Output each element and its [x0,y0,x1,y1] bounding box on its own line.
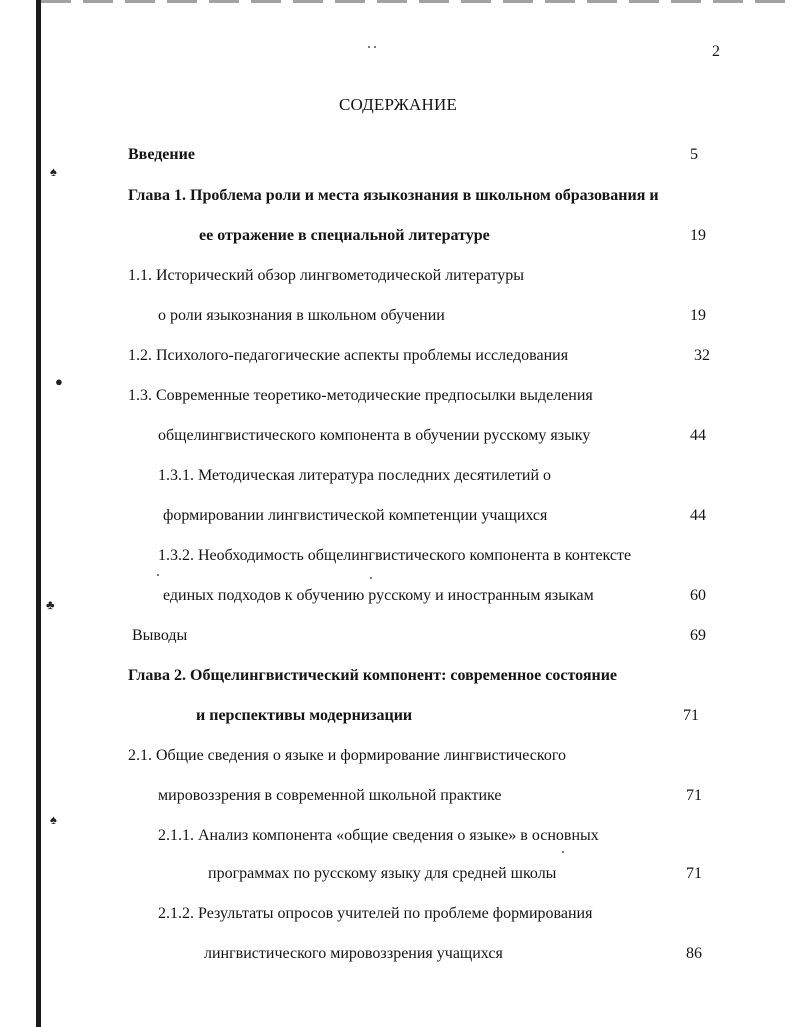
toc-entry-section-2-1-1-cont: программах по русскому языку для средней школы [208,865,557,882]
toc-page-conclusions-1: 69 [690,627,706,644]
toc-page-section-1-2: 32 [694,347,710,364]
scan-dot [562,851,564,853]
toc-entry-chapter-1-cont: ее отражение в специальной литературе [199,227,490,244]
toc-entry-section-1-3-2-cont: единых подходов к обучению русскому и иностранным языкам [163,587,594,604]
toc-entry-section-1-2: 1.2. Психолого-педагогические аспекты проблемы исследования [128,347,569,364]
page-number: 2 [712,43,720,60]
toc-page-section-1-3-1: 44 [690,507,706,524]
toc-entry-section-1-3-2: 1.3.2. Необходимость общелингвистического компонента в контексте [158,547,632,564]
scan-speck-icon: ♣ [46,597,55,612]
toc-page-section-2-1-2: 86 [686,945,702,962]
page-title: СОДЕРЖАНИЕ [338,95,458,114]
toc-entry-chapter-2-cont: и перспективы модернизации [196,707,413,724]
toc-entry-section-2-1-cont: мировоззрения в современной школьной практике [158,787,502,804]
toc-page-section-1-1: 19 [690,307,706,324]
scan-speck-icon: ♠ [50,164,57,179]
scan-dot [157,574,159,576]
scan-speck-icon: ♠ [50,812,57,827]
toc-page-chapter-1: 19 [690,227,706,244]
toc-page-section-2-1: 71 [686,787,702,804]
scan-left-edge [36,0,41,1027]
toc-page-section-1-3: 44 [690,427,706,444]
toc-entry-section-1-3: 1.3. Современные теоретико-методические предпосылки выделения [128,387,593,404]
toc-entry-section-1-1: 1.1. Исторический обзор лингвометодической литературы [128,267,525,284]
toc-page-chapter-2: 71 [683,707,699,724]
scan-dot [370,577,372,579]
scan-dot [368,46,370,48]
scan-top-edge [41,0,796,3]
toc-entry-chapter-2: Глава 2. Общелингвистический компонент: современное состояние [128,667,618,684]
toc-entry-section-2-1: 2.1. Общие сведения о языке и формирование лингвистического [128,747,567,764]
toc-entry-section-1-1-cont: о роли языкознания в школьном обучении [158,307,445,324]
scan-dot [374,46,376,48]
toc-entry-section-2-1-2-cont: лингвистического мировоззрения учащихся [204,945,503,962]
toc-entry-section-1-3-1: 1.3.1. Методическая литература последних десятилетий о [158,467,552,484]
toc-page-introduction: 5 [690,146,698,163]
scan-speck-icon: ● [55,374,63,389]
toc-page-section-2-1-1: 71 [686,865,702,882]
toc-entry-chapter-1: Глава 1. Проблема роли и места языкознания в школьном образования и [128,187,659,204]
toc-page-section-1-3-2: 60 [690,587,706,604]
toc-entry-section-2-1-1: 2.1.1. Анализ компонента «общие сведения о языке» в основных [158,827,599,844]
toc-entry-section-1-3-1-cont: формировании лингвистической компетенции учащихся [163,507,548,524]
toc-entry-section-1-3-cont: общелингвистического компонента в обучении русскому языку [158,427,591,444]
toc-entry-conclusions-1: Выводы [132,627,188,644]
toc-entry-section-2-1-2: 2.1.2. Результаты опросов учителей по проблеме формирования [158,905,593,922]
toc-entry-introduction: Введение [128,146,195,163]
